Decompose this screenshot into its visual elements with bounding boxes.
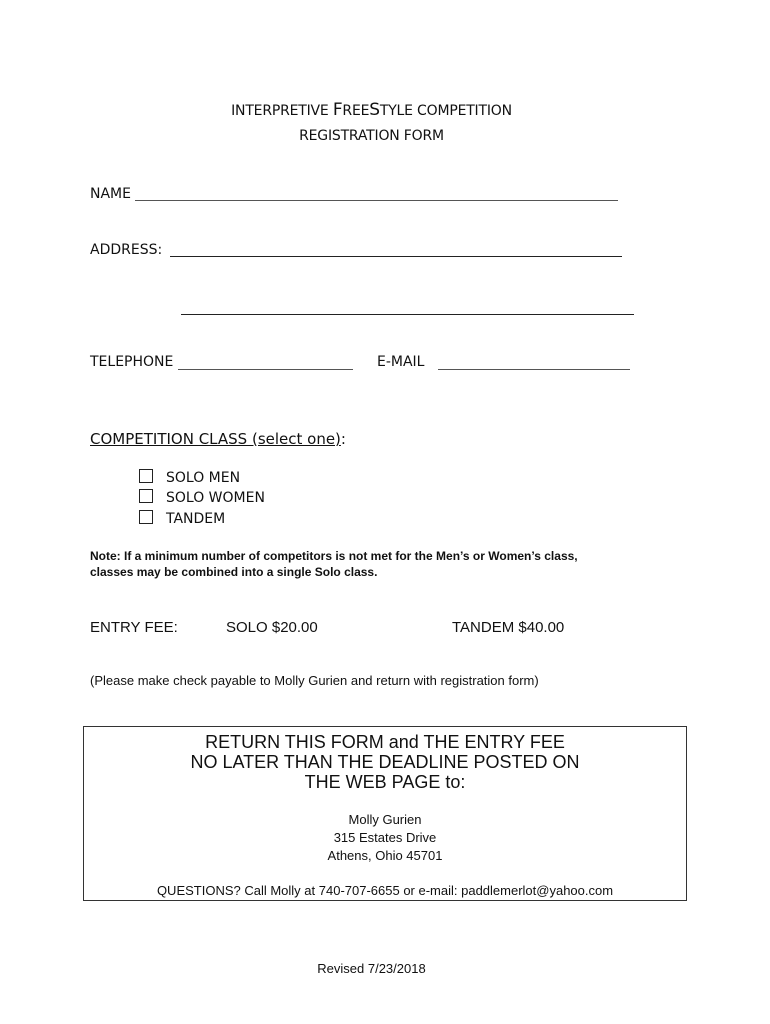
title-part: S <box>369 100 380 120</box>
address-name: Molly Gurien <box>348 812 422 827</box>
address-street: 315 Estates Drive <box>333 830 437 845</box>
email-label: E-MAIL <box>377 354 425 370</box>
tandem-fee: TANDEM $40.00 <box>452 619 565 636</box>
title-part: COMPETITION <box>412 103 512 119</box>
competition-class-heading-text: COMPETITION CLASS (select one) <box>90 430 341 448</box>
telephone-label: TELEPHONE <box>90 354 174 370</box>
title-part: INTERPRETIVE <box>231 103 333 119</box>
address-field-line2[interactable] <box>181 300 634 315</box>
address-city: Athens, Ohio 45701 <box>327 848 443 863</box>
competition-class-heading <box>90 430 346 448</box>
checkbox-solo-men[interactable] <box>139 469 153 483</box>
option-label-solo-women: SOLO WOMEN <box>166 490 265 506</box>
checkbox-tandem[interactable] <box>139 510 153 524</box>
address-label: ADDRESS: <box>90 242 163 258</box>
return-line-3: THE WEB PAGE to: <box>304 772 466 792</box>
questions-contact: QUESTIONS? Call Molly at 740-707-6655 or e-mail: paddlemerlot@yahoo.com <box>156 883 614 898</box>
revised-date: Revised 7/23/2018 <box>317 961 426 976</box>
return-instructions-box <box>83 726 687 901</box>
payment-instructions: (Please make check payable to Molly Gurien and return with registration form) <box>90 673 539 688</box>
solo-fee: SOLO $20.00 <box>226 619 318 636</box>
note-line-2: classes may be combined into a single Solo class. <box>90 565 378 579</box>
title-part: F <box>332 100 343 120</box>
name-label: NAME <box>90 186 131 202</box>
title-part: REE <box>342 103 370 119</box>
return-line-1: RETURN THIS FORM and THE ENTRY FEE <box>205 732 565 752</box>
name-field[interactable] <box>135 186 618 201</box>
email-field[interactable] <box>438 355 630 370</box>
entry-fee-label: ENTRY FEE: <box>90 619 178 636</box>
option-label-solo-men: SOLO MEN <box>166 470 241 486</box>
form-title <box>0 100 743 120</box>
competition-class-heading-colon: : <box>340 430 346 448</box>
title-part: TYLE <box>379 103 413 119</box>
form-subtitle: REGISTRATION FORM <box>299 128 444 144</box>
telephone-field[interactable] <box>178 355 353 370</box>
note-line-1: Note: If a minimum number of competitors is not met for the Men’s or Women’s class, <box>90 549 578 563</box>
return-line-2: NO LATER THAN THE DEADLINE POSTED ON <box>190 752 580 772</box>
checkbox-solo-women[interactable] <box>139 489 153 503</box>
address-field-line1[interactable] <box>170 242 622 257</box>
option-label-tandem: TANDEM <box>166 511 226 527</box>
